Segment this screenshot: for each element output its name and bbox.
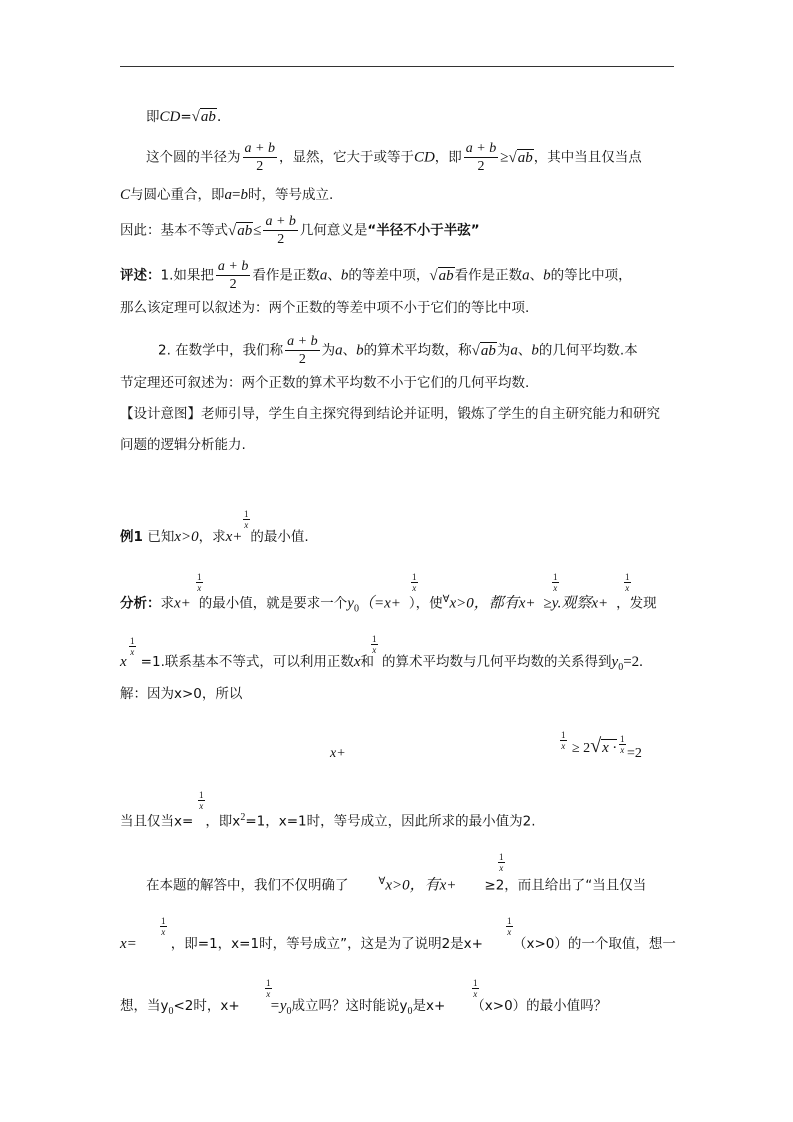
text: 解：因为x>0，所以: [120, 686, 243, 702]
var-b: b: [240, 187, 248, 203]
subscript: 0: [353, 603, 359, 615]
subscript: 0: [168, 1005, 174, 1017]
text: <2时，x+: [173, 998, 240, 1014]
paragraph-remark-2-cont: [120, 373, 680, 393]
var-a: a: [224, 187, 233, 203]
text: 【设计意图】老师引导，学生自主探究得到结论并证明，锻炼了学生的自主研究能力和研究: [120, 406, 660, 422]
var-x: x: [120, 654, 127, 670]
text: 是x+: [412, 998, 446, 1014]
expression: x+: [174, 595, 191, 612]
text: 求: [160, 595, 174, 612]
small-fraction-1-over-x: 1 x: [412, 572, 417, 593]
small-fraction-1-over-x: 1 x: [197, 572, 202, 593]
text: 2. 在数学中，我们称: [158, 342, 284, 359]
fraction-a-plus-b-over-2: $\frac{a + b}{2}$: [244, 141, 275, 174]
solution-intro: [120, 684, 680, 704]
paragraph-remark-2: [158, 333, 718, 368]
sqrt-ab: √ab: [471, 342, 496, 359]
discussion-line-2: [120, 934, 680, 954]
analysis-line-2: [120, 652, 680, 678]
text: 成立吗？这时能说y: [291, 998, 408, 1014]
var-a: a: [319, 267, 328, 284]
text: 的最小值.: [250, 529, 309, 545]
var-y0: y: [347, 595, 354, 612]
forall-symbol: ∀: [442, 594, 450, 605]
sqrt-ab: √ab: [429, 267, 454, 284]
sqrt-ab: √ab: [508, 149, 533, 166]
small-fraction-1-over-x: 1 x: [130, 636, 135, 657]
solution-lhs: x+: [330, 746, 346, 761]
text: （x>0）的最小值吗？: [471, 998, 608, 1014]
paragraph-geometric-meaning: [120, 213, 680, 248]
small-fraction-1-over-x: 1 x: [473, 978, 478, 999]
var-b: b: [543, 267, 551, 284]
text: ≥2，而且给出了“当且仅当: [484, 877, 647, 894]
text: 与圆心重合，即: [130, 187, 225, 203]
var-b: b: [531, 342, 539, 359]
text: 的算术平均数，称: [363, 342, 472, 359]
solution-rhs: [572, 735, 617, 758]
fraction-a-plus-b-over-2: $\frac{a + b}{2}$: [287, 334, 318, 367]
text: 的几何平均数.本: [538, 342, 638, 359]
text: 和: [360, 654, 375, 670]
paragraph-design-intent-cont: [120, 435, 680, 455]
text: 节定理还可叙述为：两个正数的算术平均数不小于它们的几何平均数.: [120, 375, 530, 391]
text: ，显然，它大于或等于: [278, 149, 414, 166]
text: =1.联系基本不等式，可以利用正数: [140, 654, 354, 670]
text: ，即=1，x=1时，等号成立”，这是为了说明2是x+: [170, 936, 483, 952]
equals: =: [232, 187, 241, 203]
expression: x+: [518, 595, 536, 612]
text: =2.: [623, 654, 643, 670]
paragraph-radius: [146, 140, 706, 175]
text: ，即x: [205, 813, 241, 830]
le-symbol: ≤: [253, 222, 262, 239]
superscript: 2: [240, 812, 246, 823]
equals: =: [180, 109, 192, 125]
small-fraction-1-over-x: 1 x: [561, 730, 566, 751]
text: 的算术平均数与几何平均数的关系得到: [382, 654, 612, 670]
var-a: a: [335, 342, 343, 359]
text: 为: [321, 342, 336, 359]
text: 看作是正数: [252, 267, 320, 284]
fraction-a-plus-b-over-2: $\frac{a + b}{2}$: [265, 214, 296, 247]
small-fraction-1-over-x: 1 x: [625, 572, 630, 593]
sqrt-ab: √ab: [191, 109, 216, 125]
text: 因此：基本不等式: [120, 222, 228, 239]
small-fraction-1-over-x: 1 x: [620, 734, 625, 755]
separator: 、: [327, 267, 341, 284]
text: +: [390, 595, 401, 612]
text: 几何意义是: [299, 222, 368, 239]
separator: 、: [529, 267, 544, 284]
paragraph-cd: [146, 107, 706, 127]
var-b: b: [340, 267, 349, 284]
fraction-a-plus-b-over-2: $\frac{a + b}{2}$: [465, 141, 497, 174]
ge-symbol: ≥: [500, 149, 509, 166]
cd-label: CD: [413, 149, 435, 166]
small-fraction-1-over-x: 1 x: [499, 852, 504, 873]
paragraph-remark-1: [120, 258, 680, 293]
separator: 、: [342, 342, 357, 359]
text: x>0，都有: [449, 595, 519, 612]
analysis-label: 分析：: [120, 595, 161, 612]
text: ≥y.观察: [543, 595, 592, 612]
text: 那么该定理可以叙述为：两个正数的等差中项不小于它们的等比中项.: [120, 300, 530, 316]
small-fraction-1-over-x: 1 x: [161, 916, 166, 937]
text: 时，等号成立.: [247, 187, 334, 203]
text: 已知: [147, 529, 175, 545]
subscript: 0: [407, 1005, 413, 1017]
text: （=x: [358, 595, 391, 612]
point-c: C: [120, 187, 131, 203]
text: x=: [120, 936, 137, 952]
solution-equality: [120, 808, 680, 832]
text: =y: [269, 998, 287, 1014]
text: 在本题的解答中，我们不仅明确了: [146, 877, 349, 894]
paragraph-design-intent: [120, 404, 680, 424]
subscript: 0: [618, 661, 624, 673]
small-fraction-1-over-x: 1 x: [507, 916, 512, 937]
remark-label: 评述：: [120, 267, 161, 284]
expression: x+: [225, 529, 243, 545]
small-fraction-1-over-x: 1 x: [553, 572, 558, 593]
text: 为: [496, 342, 511, 359]
var-b: b: [356, 342, 364, 359]
analysis-line-1: [120, 590, 680, 619]
var-a: a: [510, 342, 518, 359]
text: 当且仅当x=: [120, 813, 194, 830]
small-fraction-1-over-x: 1 x: [266, 978, 271, 999]
text: 1.如果把: [160, 267, 214, 284]
text: 的等比中项，: [550, 267, 632, 284]
header-rule: [120, 66, 674, 67]
text: =1，x=1时，等号成立，因此所求的最小值为2.: [245, 813, 536, 830]
example-label: 例1: [120, 529, 143, 545]
sqrt-x-times-frac: √x ·: [590, 735, 617, 757]
equals-two: =2: [627, 746, 642, 761]
cd-label: CD: [159, 109, 181, 125]
discussion-line-3: [120, 996, 680, 1022]
small-fraction-1-over-x: 1 x: [372, 634, 377, 655]
expression: x+: [591, 595, 609, 612]
text: ，其中当且仅当点: [533, 149, 642, 166]
discussion-line-1: [146, 872, 706, 896]
text: 想，当y: [120, 998, 169, 1014]
text: x>0，有x+: [385, 877, 457, 894]
separator: 、: [517, 342, 532, 359]
sqrt-ab: √ab: [228, 222, 253, 239]
text: 看作是正数: [454, 267, 523, 284]
subscript: 0: [286, 1005, 292, 1017]
text: 即: [146, 109, 160, 125]
var-y0: y: [611, 654, 619, 670]
text: ，发现: [616, 595, 657, 612]
text: ，即: [434, 149, 462, 166]
paragraph-remark-1-cont: [120, 298, 680, 318]
small-fraction-1-over-x: 1 x: [244, 509, 249, 530]
ge-two: ≥ 2: [572, 741, 591, 756]
text: ），使: [408, 595, 443, 612]
condition: x>0: [174, 529, 199, 545]
text: （x>0）的一个取值，想一: [512, 936, 676, 952]
small-fraction-1-over-x: 1 x: [199, 790, 204, 811]
var-a: a: [522, 267, 530, 284]
text: ，求: [198, 529, 226, 545]
text: 的最小值，就是要求一个: [198, 595, 348, 612]
forall-symbol: ∀: [378, 876, 386, 887]
var-x: x: [353, 654, 361, 670]
text: 的等差中项，: [348, 267, 430, 284]
quote-bold: “半径不小于半弦”: [367, 222, 480, 239]
period: .: [216, 109, 222, 125]
text: 这个圆的半径为: [146, 149, 241, 166]
fraction-a-plus-b-over-2: $\frac{a + b}{2}$: [217, 259, 249, 292]
paragraph-center: [120, 185, 680, 205]
text: 问题的逻辑分析能力.: [120, 437, 246, 453]
example-1: [120, 527, 680, 547]
